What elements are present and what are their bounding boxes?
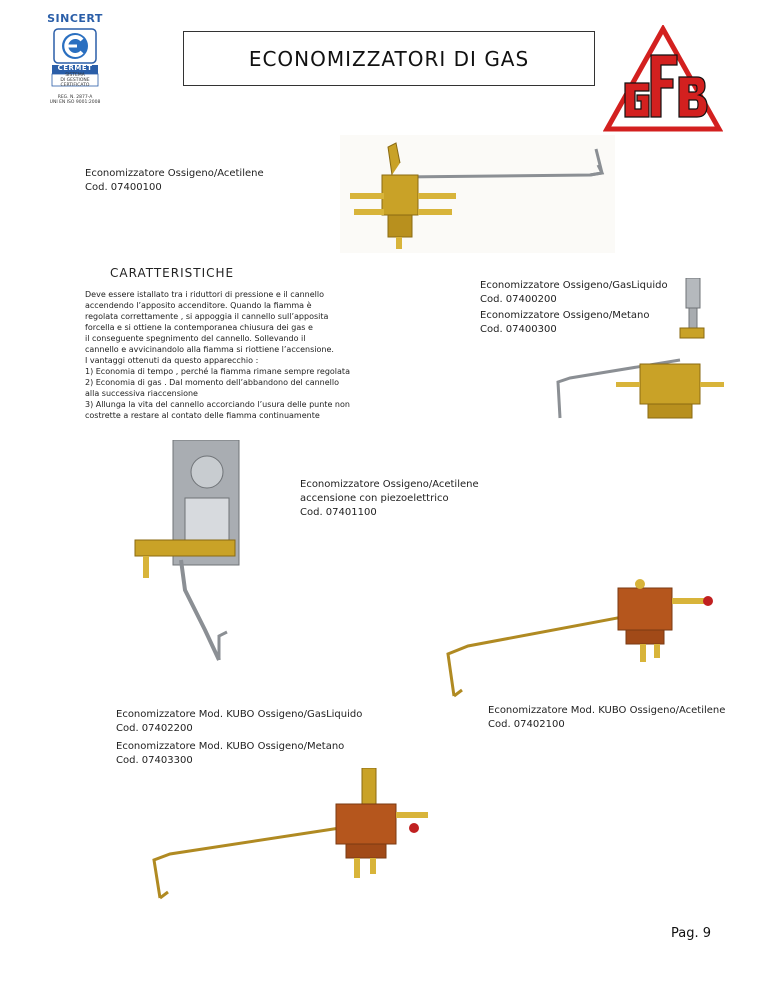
product-caption-07402200-07403300: Economizzatore Mod. KUBO Ossigeno/GasLiquido Cod. 07402200 Economizzatore Mod. KUBO Ossigeno/Metano Cod. 07403300 <box>116 709 363 766</box>
cert-label: SISTEMA DI GESTIONE CERTIFICATO <box>60 73 90 88</box>
kubo-gaslpg-methane-image <box>140 768 440 903</box>
piezo-igniter-tube-icon <box>672 278 712 350</box>
page-number: Pag. 9 <box>671 926 712 941</box>
economizer-acetylene-image <box>340 135 615 253</box>
product-caption-07400200-07400300: Economizzatore Ossigeno/GasLiquido Cod. 07400200 Economizzatore Ossigeno/Metano Cod. 07400300 <box>480 280 668 335</box>
product-caption-07400100: Economizzatore Ossigeno/Acetilene Cod. 07400100 <box>85 168 264 193</box>
certification-logo <box>40 12 110 112</box>
cermet-text: CERMET <box>57 64 93 72</box>
features-title: CARATTERISTICHE <box>110 266 235 280</box>
kubo-acetylene-image <box>440 570 730 700</box>
economizer-piezo-image <box>115 440 295 665</box>
cert-registration: REG. N. 2877-A UNI EN ISO 9001:2008 <box>49 95 101 105</box>
features-text: Deve essere istallato tra i riduttori di pressione e il cannello accendendo l’apposito accenditore. Quando la fiamma è regolata correttamente , si appoggia il cannello sull’apposita forcella e si ottiene la contemporanea chiusura dei gas e il conseguente spegnimento del cannello. Sollevando il cannello e avvicinandolo alla fiamma si riottiene l’accensione. I vantaggi ottenuti da questo apparecchio : 1) Economia di tempo , perché la fiamma rimane sempre regolata 2) Economia di gas . Dal momento dell’abbandono del cannello alla successiva riaccensione 3) Allunga la vita del cannello accorciando l’usura delle punte non costrette a restare al contato delle fiamma continuamente <box>85 290 350 420</box>
sincert-text: SINCERT <box>47 12 103 25</box>
product-caption-07402100: Economizzatore Mod. KUBO Ossigeno/Acetilene Cod. 07402100 <box>488 705 726 730</box>
economizer-gaslpg-methane-image <box>540 338 732 423</box>
page-title: ECONOMIZZATORI DI GAS <box>183 31 595 86</box>
product-caption-07401100: Economizzatore Ossigeno/Acetilene accensione con piezoelettrico Cod. 07401100 <box>300 479 479 518</box>
gfb-logo-icon <box>603 25 723 135</box>
